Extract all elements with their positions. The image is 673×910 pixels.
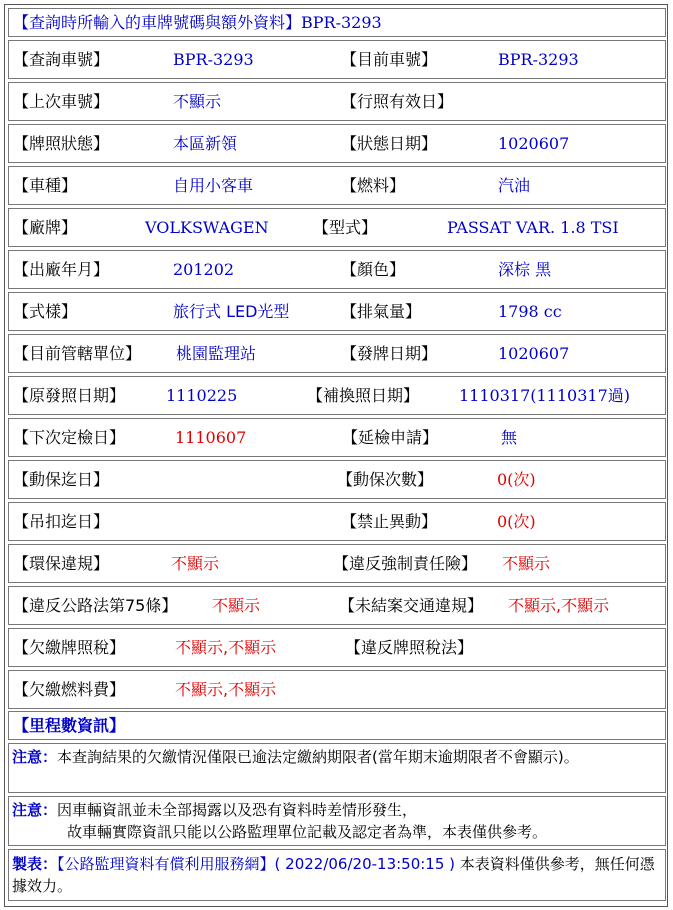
info-row [8, 82, 666, 121]
field-label: 【欠繳燃料費】 [13, 680, 126, 699]
field-value: 0(次) [497, 470, 536, 489]
field-label: 【動保迄日】 [13, 470, 110, 489]
field-label: 【燃料】 [341, 176, 406, 195]
field-label: 【吊扣迄日】 [13, 512, 110, 531]
field-value: VOLKSWAGEN [145, 218, 269, 237]
field-value: 汽油 [498, 176, 531, 195]
footer-prefix: 製表： [12, 855, 58, 873]
field-value: 本區新領 [173, 134, 238, 153]
field-label: 【型式】 [313, 218, 378, 237]
field-label: 【禁止異動】 [341, 512, 438, 531]
query-header-title: 【查詢時所輸入的車牌號碼與額外資料】 [13, 13, 302, 32]
info-row [8, 670, 666, 709]
info-row [8, 544, 666, 583]
field-label: 【顏色】 [341, 260, 406, 279]
field-label: 【查詢車號】 [13, 50, 110, 69]
field-label: 【下次定檢日】 [13, 428, 126, 447]
field-label: 【式樣】 [13, 302, 78, 321]
note-2-line2: 故車輛實際資訊只能以公路監理單位記載及認定者為準，本表僅供參考。 [67, 823, 548, 841]
field-label: 【違反公路法第75條】 [13, 596, 178, 615]
field-value: 不顯示,不顯示 [508, 596, 610, 615]
field-label: 【欠繳牌照稅】 [13, 638, 126, 657]
field-value: BPR-3293 [498, 50, 579, 69]
info-row [8, 166, 666, 205]
note-2-line1: 因車輛資訊並未全部揭露以及恐有資料時差情形發生， [57, 801, 418, 819]
field-value: 不顯示 [173, 92, 222, 111]
field-label: 【廠牌】 [13, 218, 78, 237]
field-value: 深棕 黑 [498, 260, 552, 279]
footer-source: 【公路監理資料有償利用服務網】 [57, 855, 275, 873]
field-label: 【狀態日期】 [341, 134, 438, 153]
field-value: 旅行式 LED光型 [173, 302, 290, 321]
field-label: 【車種】 [13, 176, 78, 195]
query-header [8, 8, 666, 37]
field-value: 不顯示,不顯示 [175, 638, 277, 657]
field-label: 【補換照日期】 [307, 386, 420, 405]
field-value: 1020607 [498, 134, 570, 153]
field-label: 【環保違規】 [13, 554, 110, 573]
field-value: 201202 [173, 260, 235, 279]
field-label: 【目前管轄單位】 [13, 344, 142, 363]
footer-timestamp: ( 2022/06/20-13:50:15 ) [274, 855, 456, 873]
field-label: 【原發照日期】 [13, 386, 126, 405]
field-label: 【未結案交通違規】 [339, 596, 484, 615]
field-label: 【行照有效日】 [341, 92, 454, 111]
mileage-label: 【里程數資訊】 [13, 716, 126, 735]
info-row [8, 502, 666, 541]
info-row [8, 334, 666, 373]
info-row [8, 124, 666, 163]
footer-text: 本表資料僅供參考，無任何憑據效力。 [12, 855, 655, 895]
field-value: 1110607 [175, 428, 247, 447]
mileage-row [8, 711, 666, 740]
field-value: 不顯示 [171, 554, 220, 573]
field-value: 不顯示,不顯示 [175, 680, 277, 699]
field-value: 1798 cc [498, 302, 562, 321]
note-2-prefix: 注意： [12, 801, 58, 819]
field-value: 1110317(1110317過) [459, 386, 631, 405]
field-value: 不顯示 [502, 554, 551, 573]
field-label: 【出廠年月】 [13, 260, 110, 279]
field-label: 【牌照狀態】 [13, 134, 110, 153]
field-label: 【違反牌照稅法】 [345, 638, 474, 657]
field-value: BPR-3293 [173, 50, 254, 69]
info-row [8, 250, 666, 289]
field-value: PASSAT VAR. 1.8 TSI [447, 218, 619, 237]
field-label: 【延檢申請】 [342, 428, 439, 447]
info-row [8, 376, 666, 415]
info-row [8, 460, 666, 499]
field-label: 【排氣量】 [341, 302, 422, 321]
field-value: 桃園監理站 [176, 344, 257, 363]
field-value: 不顯示 [212, 596, 261, 615]
field-value: 1020607 [498, 344, 570, 363]
info-row [8, 40, 666, 79]
query-header-plate: BPR-3293 [301, 13, 382, 32]
field-label: 【發牌日期】 [341, 344, 438, 363]
info-row [8, 292, 666, 331]
info-row [8, 418, 666, 457]
field-label: 【上次車號】 [13, 92, 110, 111]
note-1-prefix: 注意： [12, 748, 58, 766]
field-value: 0(次) [497, 512, 536, 531]
field-label: 【目前車號】 [341, 50, 438, 69]
field-value: 自用小客車 [173, 176, 254, 195]
footer [8, 849, 666, 901]
field-label: 【違反強制責任險】 [333, 554, 478, 573]
note-1-text: 本查詢結果的欠繳情況僅限已逾法定繳納期限者(當年期末逾期限者不會顯示)。 [57, 748, 579, 766]
note-2 [8, 796, 666, 846]
field-value: 1110225 [166, 386, 238, 405]
info-row [8, 586, 666, 625]
info-row [8, 628, 666, 667]
note-1 [8, 743, 666, 793]
field-value: 無 [501, 428, 518, 447]
info-row [8, 208, 666, 247]
field-label: 【動保次數】 [337, 470, 434, 489]
